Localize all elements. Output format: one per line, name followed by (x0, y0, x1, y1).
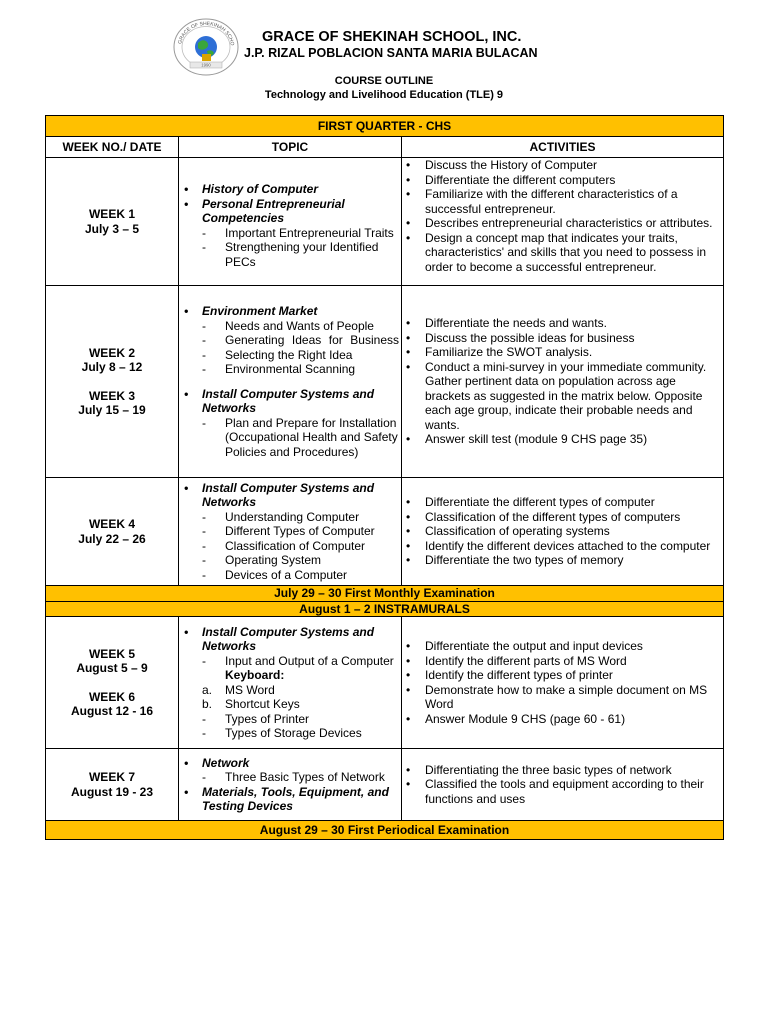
topic-cell (179, 617, 402, 749)
topic-cell (179, 749, 402, 821)
activity-item: • Design a concept map that indicates your traits, characteristics' and skills that you need to possess in order to become a successful entrepreneur. (402, 231, 723, 275)
subtopic-item: - Input and Output of a Computer (179, 654, 401, 669)
week-label: WEEK 6 (88, 689, 135, 704)
topic-cell (179, 286, 402, 478)
activities-cell (402, 286, 724, 478)
activity-item: • Classified the tools and equipment according to their functions and uses (402, 777, 723, 806)
activity-item: • Differentiate the output and input devices (402, 639, 723, 654)
activity-item: • Familiarize with the different characteristics of a successful entrepreneur. (402, 187, 723, 216)
activity-item: • Demonstrate how to make a simple document on MS Word (402, 683, 723, 712)
week-cell (46, 478, 179, 586)
svg-text:GRACE OF SHEKINAH SCHOOL: GRACE OF SHEKINAH SCHO (177, 20, 235, 47)
activity-item: • Differentiate the needs and wants. (402, 316, 723, 331)
intramurals-banner: August 1 – 2 INSTRAMURALS (46, 601, 724, 617)
subtopic-item: - Selecting the Right Idea (179, 348, 401, 363)
subtopic-text: MS Word (225, 682, 275, 697)
subtopic-item: - Classification of Computer (179, 539, 401, 554)
column-header-topic: TOPIC (179, 137, 402, 158)
week-date: July 15 – 19 (78, 403, 146, 417)
subtopic-item (179, 683, 401, 698)
topic-item: • Install Computer Systems and Networks (179, 481, 401, 510)
activities-cell (402, 158, 724, 286)
week-label: WEEK 5 (88, 646, 135, 661)
week-date: August 12 - 16 (70, 704, 154, 718)
topic-item: • Environment Market (179, 304, 401, 319)
exam-banner: August 29 – 30 First Periodical Examination (46, 821, 724, 840)
topic-item: • History of Computer (179, 182, 401, 197)
activity-item: • Identify the different devices attached to the computer (402, 539, 723, 554)
subtopic-item: - Devices of a Computer (179, 568, 401, 583)
activity-item: • Answer Module 9 CHS (page 60 - 61) (402, 712, 723, 727)
quarter-header: FIRST QUARTER - CHS (46, 116, 724, 137)
subtopic-item: - Types of Storage Devices (179, 726, 401, 741)
activity-item: • Discuss the possible ideas for business (402, 331, 723, 346)
activity-item: • Classification of the different types of computers (402, 510, 723, 525)
activity-item: • Differentiate the two types of memory (402, 553, 723, 568)
topic-item: • Install Computer Systems and Networks (179, 387, 401, 416)
activity-item: • Identify the different parts of MS Word (402, 654, 723, 669)
table-row (46, 478, 724, 586)
week-label: WEEK 3 (88, 388, 135, 403)
activity-item: • Differentiate the different computers (402, 173, 723, 188)
topic-item: • Personal Entrepreneurial Competencies (179, 197, 401, 226)
table-row (46, 286, 724, 478)
subtopic-item: - Understanding Computer (179, 510, 401, 525)
school-logo (173, 18, 239, 76)
topic-cell (179, 478, 402, 586)
activity-item: • Differentiate the different types of computer (402, 495, 723, 510)
week-date: August 19 - 23 (70, 784, 154, 799)
activity-item: • Differentiating the three basic types of network (402, 763, 723, 778)
subtopic-item: - Strengthening your Identified PECs (179, 240, 401, 269)
activity-item: • Describes entrepreneurial characteristics or attributes. (402, 216, 723, 231)
week-date: July 22 – 26 (78, 531, 146, 546)
week-cell (46, 286, 179, 478)
course-outline-table (45, 115, 724, 840)
topic-item: • Materials, Tools, Equipment, and Testing Devices (179, 785, 401, 814)
activity-item: • Conduct a mini-survey in your immediate community. Gather pertinent data on population across age brackets as suggested in the matrix below. Opposite each age group, indicate their probable needs and wants. (402, 360, 723, 433)
activities-cell (402, 478, 724, 586)
list-letter: a. (202, 682, 213, 697)
subtopic-item: - Different Types of Computer (179, 524, 401, 539)
list-letter: b. (202, 697, 213, 711)
keyboard-label: Keyboard: (225, 668, 285, 682)
table-row (46, 617, 724, 749)
activity-item: • Discuss the History of Computer (402, 158, 723, 173)
week-label: WEEK 2 (88, 345, 135, 360)
week-label: WEEK 1 (88, 207, 135, 221)
activity-item: • Classification of operating systems (402, 524, 723, 539)
subtopic-item (179, 697, 401, 712)
subtopic-item: - Environmental Scanning (179, 362, 401, 377)
table-row (46, 158, 724, 286)
week-cell (46, 158, 179, 286)
subtopic-item: - Types of Printer (179, 712, 401, 727)
subject-title: Technology and Livelihood Education (TLE) 9 (264, 89, 504, 101)
topic-item: • Install Computer Systems and Networks (179, 625, 401, 654)
school-address: J.P. RIZAL POBLACION SANTA MARIA BULACAN (244, 46, 538, 60)
week-cell (46, 749, 179, 821)
table-row (46, 749, 724, 821)
activity-item: • Identify the different types of printer (402, 668, 723, 683)
subtopic-text: Shortcut Keys (225, 697, 300, 711)
week-label: WEEK 7 (88, 770, 135, 784)
subtopic-item: - Three Basic Types of Network (179, 770, 401, 785)
activity-item: • Familiarize the SWOT analysis. (402, 345, 723, 360)
subtopic-item: - Generating Ideas for Business (179, 333, 401, 348)
week-date: July 8 – 12 (81, 360, 143, 374)
document-title: COURSE OUTLINE (334, 75, 434, 87)
exam-banner: July 29 – 30 First Monthly Examination (46, 586, 724, 602)
topic-item: • Network (179, 756, 401, 771)
week-date: August 5 – 9 (76, 661, 148, 675)
week-cell (46, 617, 179, 749)
subtopic-item: - Important Entrepreneurial Traits (179, 226, 401, 241)
svg-text:1990: 1990 (201, 62, 211, 68)
topic-cell (179, 158, 402, 286)
subtopic-item: - Needs and Wants of People (179, 319, 401, 334)
week-label: WEEK 4 (88, 517, 135, 531)
subtopic-item: - Plan and Prepare for Installation (Occupational Health and Safety Policies and Procedures) (179, 416, 401, 460)
activity-item: • Answer skill test (module 9 CHS page 35) (402, 432, 723, 447)
school-name: GRACE OF SHEKINAH SCHOOL, INC. (262, 29, 522, 45)
subtopic-item: - Operating System (179, 553, 401, 568)
activities-cell (402, 617, 724, 749)
activities-cell (402, 749, 724, 821)
week-date: July 3 – 5 (84, 221, 140, 236)
column-header-activities: ACTIVITIES (402, 137, 724, 158)
column-header-week: WEEK NO./ DATE (46, 137, 179, 158)
